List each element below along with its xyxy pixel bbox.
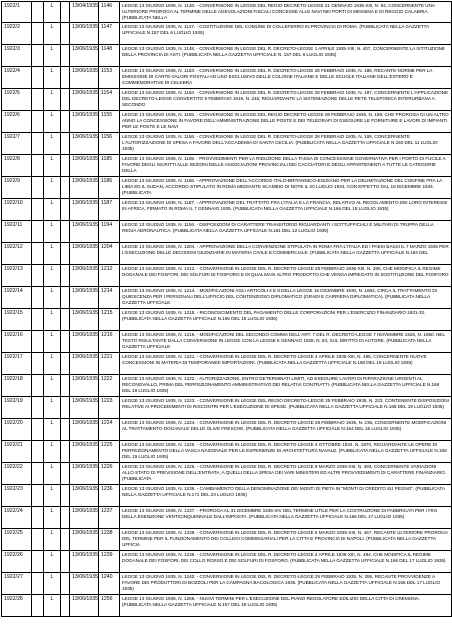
row-number: 1922/28 — [2, 595, 32, 617]
act-description: LEGGE 13 GIUGNO 1935, N. 1204. - APPROVAZIONE DELLA CONVENZIONE STIPULATA IN ROMA FRA L'ITALIA ED I PAESI BASSI IL 7 MARZO 1935 PER L'ESECUZIONE DELLE DECISIONI GIUDIZIARIE IN MATERIA CIVILE E COMMERCIALE. (PUBBLICATA NELLA GAZZETTA UFFICIALE N.184 DEL — [120, 243, 452, 265]
act-type: L — [44, 89, 61, 111]
table-row — [2, 551, 452, 573]
act-number: 1240 — [99, 573, 120, 595]
act-type: L — [44, 595, 61, 617]
spacer-cell — [61, 177, 70, 199]
row-number: 1922/3 — [2, 45, 32, 67]
table-row — [2, 573, 452, 595]
table-row — [2, 2, 452, 23]
table-row — [2, 595, 452, 617]
act-description: LEGGE 13 GIUGNO 1935, N. 1226. - CONVERSIONE IN LEGGE DEL R. DECRETO-LEGGE 9 MARZO 1935-XIII, N. 393, CONCERNENTE VARIAZIONI ALLO STATO DI PREVISIONE DELL'ENTRATA, A QUELLI DELLA SPESA DEI VARI MINISTERI ED ALTRI PROVVEDIMENTI DI CARATTERE FINANZIARIO. (PUBBLICATA — [120, 463, 452, 485]
row-number: 1922/22 — [2, 463, 32, 485]
act-description: LEGGE 13 GIUGNO 1935, N. 1221. - CONVERSIONE IN LEGGE DEL R. DECRETO-LEGGE 4 APRILE 1935-XIII, N. 485, CONCERNENTE NUOVE CONCESSIONI IN MATERIA DI TEMPORANEE IMPORTAZIONI. (PUBBLICATA NELLA GAZZETTA UFFICIALE N.168 DEL 19 LUGLIO 1935) — [120, 353, 452, 375]
act-type: L — [44, 111, 61, 133]
spacer-cell — [61, 221, 70, 243]
spacer-cell — [32, 507, 44, 529]
act-number: 1237 — [99, 507, 120, 529]
spacer-cell — [61, 89, 70, 111]
act-date: 13/06/1935 — [70, 155, 99, 177]
spacer-cell — [61, 419, 70, 441]
table-row — [2, 45, 452, 67]
act-description: LEGGE 13 GIUGNO 1935, N. 1256. - NUOVI TERMINI PER L'ESECUZIONE DEL PIANO REGOLATORE EDILIZIO DELLA CITTA DI CREMONA. (PUBBLICATA NELLA GAZZETTA UFFICIALE N.167 DEL 19 LUGLIO 1935) — [120, 595, 452, 617]
row-number: 1922/14 — [2, 287, 32, 309]
row-number: 1922/26 — [2, 551, 32, 573]
act-number: 1256 — [99, 595, 120, 617]
spacer-cell — [32, 199, 44, 221]
spacer-cell — [61, 23, 70, 45]
act-description: LEGGE 13 GIUGNO 1935, N. 1240. - CONVERSIONE IN LEGGE DEL R. DECRETO-LEGGE 25 FEBBRAIO 1935, N. 395, RECANTE PROVVIDENZE A FAVORE DEI PRODUTTORI DI BOZZOLI PER LA CAMPAGNA BACOLOGICA 1935. (PUBBLICATA NELLA GAZZETTA UFFICIALE N.166 DEL 17 LUGLIO 1935) — [120, 573, 452, 595]
row-number: 1922/25 — [2, 529, 32, 551]
table-row — [2, 221, 452, 243]
table-row — [2, 89, 452, 111]
act-number: 1215 — [99, 309, 120, 331]
act-date: 13/06/1935 — [70, 419, 99, 441]
act-type: L — [44, 353, 61, 375]
act-type: L — [44, 441, 61, 463]
spacer-cell — [32, 177, 44, 199]
act-date: 13/06/1935 — [70, 595, 99, 617]
act-date: 13/06/1935 — [70, 243, 99, 265]
act-description: LEGGE 13 GIUGNO 1935, N. 1223. - CONVERSIONE IN LEGGE DEL REGIO DECRETO-LEGGE 25 FEBBRAIO 1935, N. 223, CONTENENTE DISPOSIZIONI RELATIVE AI PROCEDIMENTI DI RISCONTRI PER L'ESECUZIONE DI SPESE. (PUBBLICATA NELLA GAZZETTA UFFICIALE N.168 DEL 19 LUGLIO 1935) — [120, 397, 452, 419]
spacer-cell — [32, 309, 44, 331]
table-row — [2, 331, 452, 353]
spacer-cell — [61, 485, 70, 507]
spacer-cell — [61, 551, 70, 573]
act-number: 1214 — [99, 287, 120, 309]
spacer-cell — [32, 375, 44, 397]
spacer-cell — [61, 155, 70, 177]
act-number: 1154 — [99, 89, 120, 111]
act-number: 1155 — [99, 111, 120, 133]
act-number: 1216 — [99, 331, 120, 353]
act-number: 1225 — [99, 441, 120, 463]
row-number: 1922/10 — [2, 199, 32, 221]
spacer-cell — [61, 265, 70, 287]
act-date: 13/06/1935 — [70, 67, 99, 89]
act-description: LEGGE 13 GIUGNO 1935, N. 1146. - CONVERSIONE IN LEGGE DEL REGIO DECRETO-LEGGE 21 GENNAIO 1935-XIII, N. 92, CONCERNENTE UNA ULTERIORE PROROGA AL TERMINE DELLE AGEVOLAZIONI FISCALI CONCESSE ALLE NAVI NEI PORTI DI MESSINA E DI REGGIO CALABRIA. (PUBBLICATA NELLA — [120, 2, 452, 23]
row-number: 1922/1 — [2, 2, 32, 23]
act-description: LEGGE 13 GIUGNO 1935, N. 1155. - CONVERSIONE IN LEGGE DEL REGIO DECRETO-LEGGE 28 FEBBRAIO 1935, N. 188, CHE PROROGA DI UN ALTRO ANNO LA CONCESSIONE IN FAVORE DELL'AMMINISTRAZIONE DELLE POSTE E DEI TELEGRAFI DI ESEGUIRE LE FORNITURE E LAVORI DI IMPIANTI PER LE POSTE E LE NAVI — [120, 111, 452, 133]
spacer-cell — [32, 45, 44, 67]
act-date: 13/06/1935 — [70, 111, 99, 133]
spacer-cell — [32, 67, 44, 89]
act-date: 13/06/1935 — [70, 375, 99, 397]
spacer-cell — [61, 441, 70, 463]
act-type: L — [44, 397, 61, 419]
table-row — [2, 133, 452, 155]
act-number: 1153 — [99, 67, 120, 89]
act-description: LEGGE 13 GIUGNO 1935, N. 1237. - PROROGA AL 31 DICEMBRE 1935-XIV DEL TERMINE UTILE PER LA COSTRUZIONE DI FABBRICATI PER I FINI DELLA ESENZIONE VENTICINQUENNALE DALL'IMPOSTA. (PUBBLICATA NELLA GAZZETTA UFFICIALE N.166 DEL 17 LUGLIO 1935) — [120, 507, 452, 529]
act-type: L — [44, 287, 61, 309]
spacer-cell — [32, 287, 44, 309]
row-number: 1922/27 — [2, 573, 32, 595]
act-number: 1148 — [99, 45, 120, 67]
act-type: L — [44, 45, 61, 67]
act-type: L — [44, 221, 61, 243]
table-row — [2, 375, 452, 397]
row-number: 1922/19 — [2, 397, 32, 419]
row-number: 1922/8 — [2, 155, 32, 177]
act-type: L — [44, 199, 61, 221]
spacer-cell — [61, 111, 70, 133]
act-date: 13/06/1935 — [70, 309, 99, 331]
act-description: LEGGE 13 GIUGNO 1935, N. 1154. - CONVERSIONE IN LEGGE DEL R. DECRETO-LEGGE 28 FEBBRAIO 1935, N. 187, CONCERNENTE L'APPLICAZIONE DEL DECRETO-LEGGE CONVERTITO 9 FEBBRAIO 1919, N. 245, RIGUARDANTE LA SISTEMAZIONE DELLE RETE TELEFONICA INTERURBANA A SECONDO — [120, 89, 452, 111]
spacer-cell — [61, 529, 70, 551]
spacer-cell — [32, 397, 44, 419]
table-row — [2, 287, 452, 309]
act-type: L — [44, 419, 61, 441]
act-description: LEGGE 13 GIUGNO 1935, N. 1225. - CONVERSIONE IN LEGGE DEL R. DECRETO-LEGGE 4 OTTOBRE 1934, N. 1870, RIGUARDANTE LE OPERE DI PERFEZIONAMENTO DELLA VASCA NAZIONALE PER LE ESPERIENZE DI ARCHITETTURA NAVALE. (PUBBLICATA NELLA GAZZETTA UFFICIALE N.168 DEL 19 LUGLIO 1935) — [120, 441, 452, 463]
act-type: L — [44, 507, 61, 529]
table-row — [2, 485, 452, 507]
act-type: L — [44, 177, 61, 199]
act-date: 13/06/1935 — [70, 507, 99, 529]
act-type: L — [44, 67, 61, 89]
row-number: 1922/4 — [2, 67, 32, 89]
act-date: 13/06/1935 — [70, 529, 99, 551]
table-row — [2, 67, 452, 89]
act-type: L — [44, 133, 61, 155]
act-description: LEGGE 13 GIUGNO 1935, N. 1156. - CONVERSIONE IN LEGGE DEL R. DECRETO-LEGGE 28 FEBBRAIO 1935, N. 189, CONCERNENTE L'AUTORIZZAZIONE DI SPESA A FAVORE DELL'ACCADEMIA DI SANTA CECILIA. (PUBBLICATA NELLA GAZZETTA UFFICIALE N.160 DEL 11 LUGLIO 1935) — [120, 133, 452, 155]
act-type: L — [44, 463, 61, 485]
act-date: 13/06/1935 — [70, 331, 99, 353]
act-type: L — [44, 375, 61, 397]
act-type: L — [44, 2, 61, 23]
act-date: 13/06/1935 — [70, 221, 99, 243]
table-row — [2, 199, 452, 221]
act-number: 1204 — [99, 243, 120, 265]
spacer-cell — [32, 133, 44, 155]
act-description: LEGGE 13 GIUGNO 1935, N. 1148. - CONVERSIONE IN LEGGE DEL R. DECRETO-LEGGE 1 APRILE 1935-XIII, N. 407, CONCERNENTE LA ISTITUZIONE DELLA PROVINCIA DI ASTI. (PUBBLICATA NELLA GAZZETTA UFFICIALE N. 157 DEL 6 LUGLIO 1935) — [120, 45, 452, 67]
act-description: LEGGE 13 GIUGNO 1935, N. 1239. - CONVERSIONE IN LEGGE DEL R. DECRETO-LEGGE 4 APRILE 1935-XIII, N. 484, CHE MODIFICA IL REGIME DOGANALE DEI FOSFORI, DEI COLLO ROSSO E DEI SOLFURI DI FOSFORO. (PUBBLICATA NELLA GAZZETTA UFFICIALE N.166 DEL 17 LUGLIO 1935) — [120, 551, 452, 573]
spacer-cell — [61, 133, 70, 155]
row-number: 1922/2 — [2, 23, 32, 45]
act-number: 1146 — [99, 2, 120, 23]
row-number: 1922/7 — [2, 133, 32, 155]
spacer-cell — [32, 485, 44, 507]
act-description: LEGGE 13 GIUGNO 1935, N. 1194. - DISPOSIZIONI DI CARATTERE TRANSITORIO RIGUARDANTI I SOTTUFFICIALI E MILITARI DI TRUPPA DELLA REGIA AERONAUTICA. (PUBBLICATA NELLA GAZZETTA UFFICIALE N.181 DEL 12 LUGLIO 1935) — [120, 221, 452, 243]
act-date: 13/06/1935 — [70, 265, 99, 287]
act-date: 13/06/1935 — [70, 463, 99, 485]
act-number: 1156 — [99, 133, 120, 155]
act-type: L — [44, 155, 61, 177]
act-description: LEGGE 13 GIUGNO 1935, N. 1222. - AUTORIZZAZIONE, ENTRO DETERMINATI LIMITI, AD ESEGUIRE LAVORI DI RIPARAZIONE URGENTI AL RECONOVALLO, PRIMA DEL PERFEZIONAMENTO AMMINISTRATIVO DEI RELATIVI CONTRATTI. (PUBBLICATA NELLA GAZZETTA UFFICIALE N.168 DEL 19 LUGLIO 1935) — [120, 375, 452, 397]
row-number: 1922/24 — [2, 507, 32, 529]
act-description: LEGGE 13 GIUGNO 1935, N. 1153. - CONVERSIONE IN LEGGE DEL R. DECRETO-LEGGE 28 FEBBRAIO 1935, N. 186, RECANTE NORME PER LA EMISSIONE DI CARTE-VALORI POSTALI AD USO ESCLUSIVO DELLE COLONIE ITALIANE E DELLE SCUOLE ITALIANE DELL'ESTERO E COMMEMORATIVE DI CELEBRA — [120, 67, 452, 89]
act-number: 1187 — [99, 199, 120, 221]
spacer-cell — [32, 2, 44, 23]
table-row — [2, 265, 452, 287]
table-row — [2, 353, 452, 375]
decree-rows — [2, 2, 452, 617]
spacer-cell — [61, 67, 70, 89]
act-date: 13/06/1935 — [70, 45, 99, 67]
table-row — [2, 177, 452, 199]
act-number: 1224 — [99, 419, 120, 441]
act-type: L — [44, 23, 61, 45]
spacer-cell — [32, 353, 44, 375]
spacer-cell — [32, 155, 44, 177]
spacer-cell — [61, 463, 70, 485]
spacer-cell — [32, 463, 44, 485]
row-number: 1922/9 — [2, 177, 32, 199]
spacer-cell — [32, 595, 44, 617]
act-type: L — [44, 331, 61, 353]
spacer-cell — [61, 199, 70, 221]
row-number: 1922/23 — [2, 485, 32, 507]
table-row — [2, 243, 452, 265]
act-date: 13/06/1935 — [70, 573, 99, 595]
act-description: LEGGE 13 GIUGNO 1935, N. 1224. - CONVERSIONE IN LEGGE DEL R. DECRETO-LEGGE 28 FEBBRAIO 1935, N. 236, CONCERNENTE MODIFICAZIONI AL TRATTAMENTO DOGANALE DELLE OLIVE FRESCHE. (PUBBLICATA NELLA GAZZETTA UFFICIALE N.164 DEL 15 LUGLIO 1935) — [120, 419, 452, 441]
act-number: 1186 — [99, 177, 120, 199]
spacer-cell — [32, 265, 44, 287]
row-number: 1922/15 — [2, 309, 32, 331]
act-type: L — [44, 265, 61, 287]
row-number: 1922/5 — [2, 89, 32, 111]
spacer-cell — [61, 309, 70, 331]
act-type: L — [44, 309, 61, 331]
spacer-cell — [61, 507, 70, 529]
spacer-cell — [61, 353, 70, 375]
act-date: 13/06/1935 — [70, 133, 99, 155]
row-number: 1922/11 — [2, 221, 32, 243]
act-date: 13/06/1935 — [70, 199, 99, 221]
act-date: 13/06/1935 — [70, 23, 99, 45]
act-type: L — [44, 529, 61, 551]
act-number: 1238 — [99, 529, 120, 551]
spacer-cell — [32, 573, 44, 595]
act-date: 13/06/1935 — [70, 177, 99, 199]
act-description: LEGGE 13 GIUGNO 1935, N. 1186. - APPROVAZIONE DELL'ACCORDO ITALO-BRITANNICO-EGIZIANO PER LA DELIMITAZIONE DEL CONFINE FRA LA LIBIA ED IL SUDAN, ACCORDO STIPULATO IN ROMA MEDIANTE SCAMBIO DI NOTE IL 20 LUGLIO 1934, CON EFFETTO DAL 18 DICEMBRE 1934. (PUBBLICATA — [120, 177, 452, 199]
act-number: 1226 — [99, 463, 120, 485]
spacer-cell — [32, 221, 44, 243]
spacer-cell — [32, 23, 44, 45]
act-description: LEGGE 13 GIUGNO 1935, N. 1147. - COSTITUZIONE DEL COMUNE DI COLLEFERRO IN PROVINCIA DI ROMA. (PUBBLICATA NELLA GAZZETTA UFFICIALE N.157 DEL 6 LUGLIO 1935) — [120, 23, 452, 45]
act-description: LEGGE 13 GIUGNO 1935, N. 1216. - MODIFICAZIONI DEL SECONDO COMMA DELL'ART. 7 DEL R. DECRETO-LEGGE 7 NOVEMBRE 1925, N. 1950, NEL TESTO RISULTANTE DALLA CONVERSIONE IN LEGGE CON LA LEGGE 6 GENNAIO 1928, N. 83, SUL DIRITTO DI AUTORE. (PUBBLICATA NELLA GAZZETTA UFFICIALE — [120, 331, 452, 353]
act-date: 13/06/1935 — [70, 485, 99, 507]
act-description: LEGGE 13 GIUGNO 1935, N. 1215. - RICONOSCIMENTO DEL PAGAMENTO DELLE CORPORAZIONI PER L'ESERCIZIO FINANZIARIO 1931-32. (PUBBLICATA NELLA GAZZETTA UFFICIALE N.165 DEL 15 LUGLIO 1935) — [120, 309, 452, 331]
act-description: LEGGE 13 GIUGNO 1935, N. 1212. - CONVERSIONE IN LEGGE DEL R. DECRETO-LEGGE 28 FEBBRAIO 1935-XIII, N. 280, CHE MODIFICA IL REGIME DOGANALE DEI FOSFORI, DEI SOLFURI DI FOSFORO E DI QUALSIASI ALTRO PRODOTTO CHE VENGA IMPIEGATO IN SOSTITUZIONE DEL FOSFORO — [120, 265, 452, 287]
spacer-cell — [32, 111, 44, 133]
act-number: 1222 — [99, 375, 120, 397]
row-number: 1922/13 — [2, 265, 32, 287]
table-row — [2, 441, 452, 463]
spacer-cell — [32, 243, 44, 265]
row-number: 1922/16 — [2, 331, 32, 353]
table-row — [2, 529, 452, 551]
spacer-cell — [32, 551, 44, 573]
spacer-cell — [32, 529, 44, 551]
act-number: 1147 — [99, 23, 120, 45]
row-number: 1922/18 — [2, 375, 32, 397]
table-row — [2, 155, 452, 177]
act-description: LEGGE 13 GIUGNO 1935, N. 1236. - CAMBIAMENTO DELLA DENOMINAZIONE DEI MONTI DI PIETA IN "MONTI DI CREDITO SU PEGNO". (PUBBLICATA NELLA GAZZETTA UFFICIALE N.171 DEL 23 LUGLIO 1935) — [120, 485, 452, 507]
act-date: 13/06/1935 — [70, 353, 99, 375]
act-description: LEGGE 13 GIUGNO 1935, N. 1185. - PROVVEDIMENTI PER LA RIDUZIONE DELLA TASSA DI CONCESSIONE GOVERNATIVA PER I PORTO DI FUCILE A FAVORE DEGLI ISCRITTI ALLE SEZIONI DELLE ASSOCIAZIONI PROVINCIALI DEI CACCIATORI E DEGLI APPARTENENTI A TUTTE LE CATEGORIE DELLA — [120, 155, 452, 177]
row-number: 1922/17 — [2, 353, 32, 375]
row-number: 1922/6 — [2, 111, 32, 133]
table-row — [2, 309, 452, 331]
act-type: L — [44, 551, 61, 573]
spacer-cell — [61, 397, 70, 419]
row-number: 1922/12 — [2, 243, 32, 265]
act-date: 13/06/1935 — [70, 287, 99, 309]
act-number: 1212 — [99, 265, 120, 287]
act-date: 13/04/1935 — [70, 2, 99, 23]
act-date: 13/06/1935 — [70, 551, 99, 573]
spacer-cell — [61, 2, 70, 23]
spacer-cell — [61, 573, 70, 595]
act-type: L — [44, 485, 61, 507]
act-number: 1194 — [99, 221, 120, 243]
act-number: 1239 — [99, 551, 120, 573]
table-row — [2, 397, 452, 419]
act-type: L — [44, 243, 61, 265]
spacer-cell — [61, 287, 70, 309]
row-number: 1922/20 — [2, 419, 32, 441]
act-description: LEGGE 13 GIUGNO 1935, N. 1238. - CONVERSIONE IN LEGGE DEL R. DECRETO-LEGGE 5 MARZO 1935-XIII, N. 467, RECANTE ULTERIORE PROROGA DEL TERMINE PER IL FUNZIONAMENTO DEI COLLEGI COMMISSARIALI PER LA CITTA E PROVINCIA DI NAPOLI. (PUBBLICATA NELLA GAZZETTA UFFICIA — [120, 529, 452, 551]
table-row — [2, 23, 452, 45]
act-number: 1236 — [99, 485, 120, 507]
table-row — [2, 507, 452, 529]
spacer-cell — [61, 45, 70, 67]
act-description: LEGGE 13 GIUGNO 1935, N. 1214. - MODIFICAZIONI AGLI ARTICOLI 4 E 8 DELLA LEGGE 18 DICEMBRE 1930, N. 1684, CIRCA IL TRATTAMENTO DI QUIESCENZA PER I PERSONALI DELL'UFFICIO DEL CONTENZIOSO DIPLOMATICO (GRADI E CARRIERA DIPLOMATICA). (PUBBLICATA NELLA GAZZETTA UFFICIALE — [120, 287, 452, 309]
table-row — [2, 463, 452, 485]
spacer-cell — [32, 89, 44, 111]
act-date: 13/06/1935 — [70, 89, 99, 111]
act-description: LEGGE 13 GIUGNO 1935, N. 1187. - APPROVAZIONE DEL TRATTATO FRA L'ITALIA E LA FRANCIA, RELATIVO AL REGOLAMENTO DEI LORO INTERESSI IN AFRICA, FIRMATO IN ROMA IL 7 GENNAIO 1935. (PUBBLICATA NELLA GAZZETTA UFFICIALE N.166 DEL 18 LUGLIO 1935) — [120, 199, 452, 221]
row-number: 1922/21 — [2, 441, 32, 463]
spacer-cell — [61, 595, 70, 617]
spacer-cell — [61, 331, 70, 353]
table-row — [2, 419, 452, 441]
act-number: 1223 — [99, 397, 120, 419]
act-date: 13/06/1935 — [70, 397, 99, 419]
spacer-cell — [61, 243, 70, 265]
act-number: 1221 — [99, 353, 120, 375]
act-type: L — [44, 573, 61, 595]
decree-index-document — [1, 1, 451, 617]
spacer-cell — [32, 419, 44, 441]
spacer-cell — [32, 441, 44, 463]
decree-index-table — [1, 1, 452, 617]
act-number: 1185 — [99, 155, 120, 177]
table-row — [2, 111, 452, 133]
act-date: 13/06/1935 — [70, 441, 99, 463]
spacer-cell — [32, 331, 44, 353]
spacer-cell — [61, 375, 70, 397]
